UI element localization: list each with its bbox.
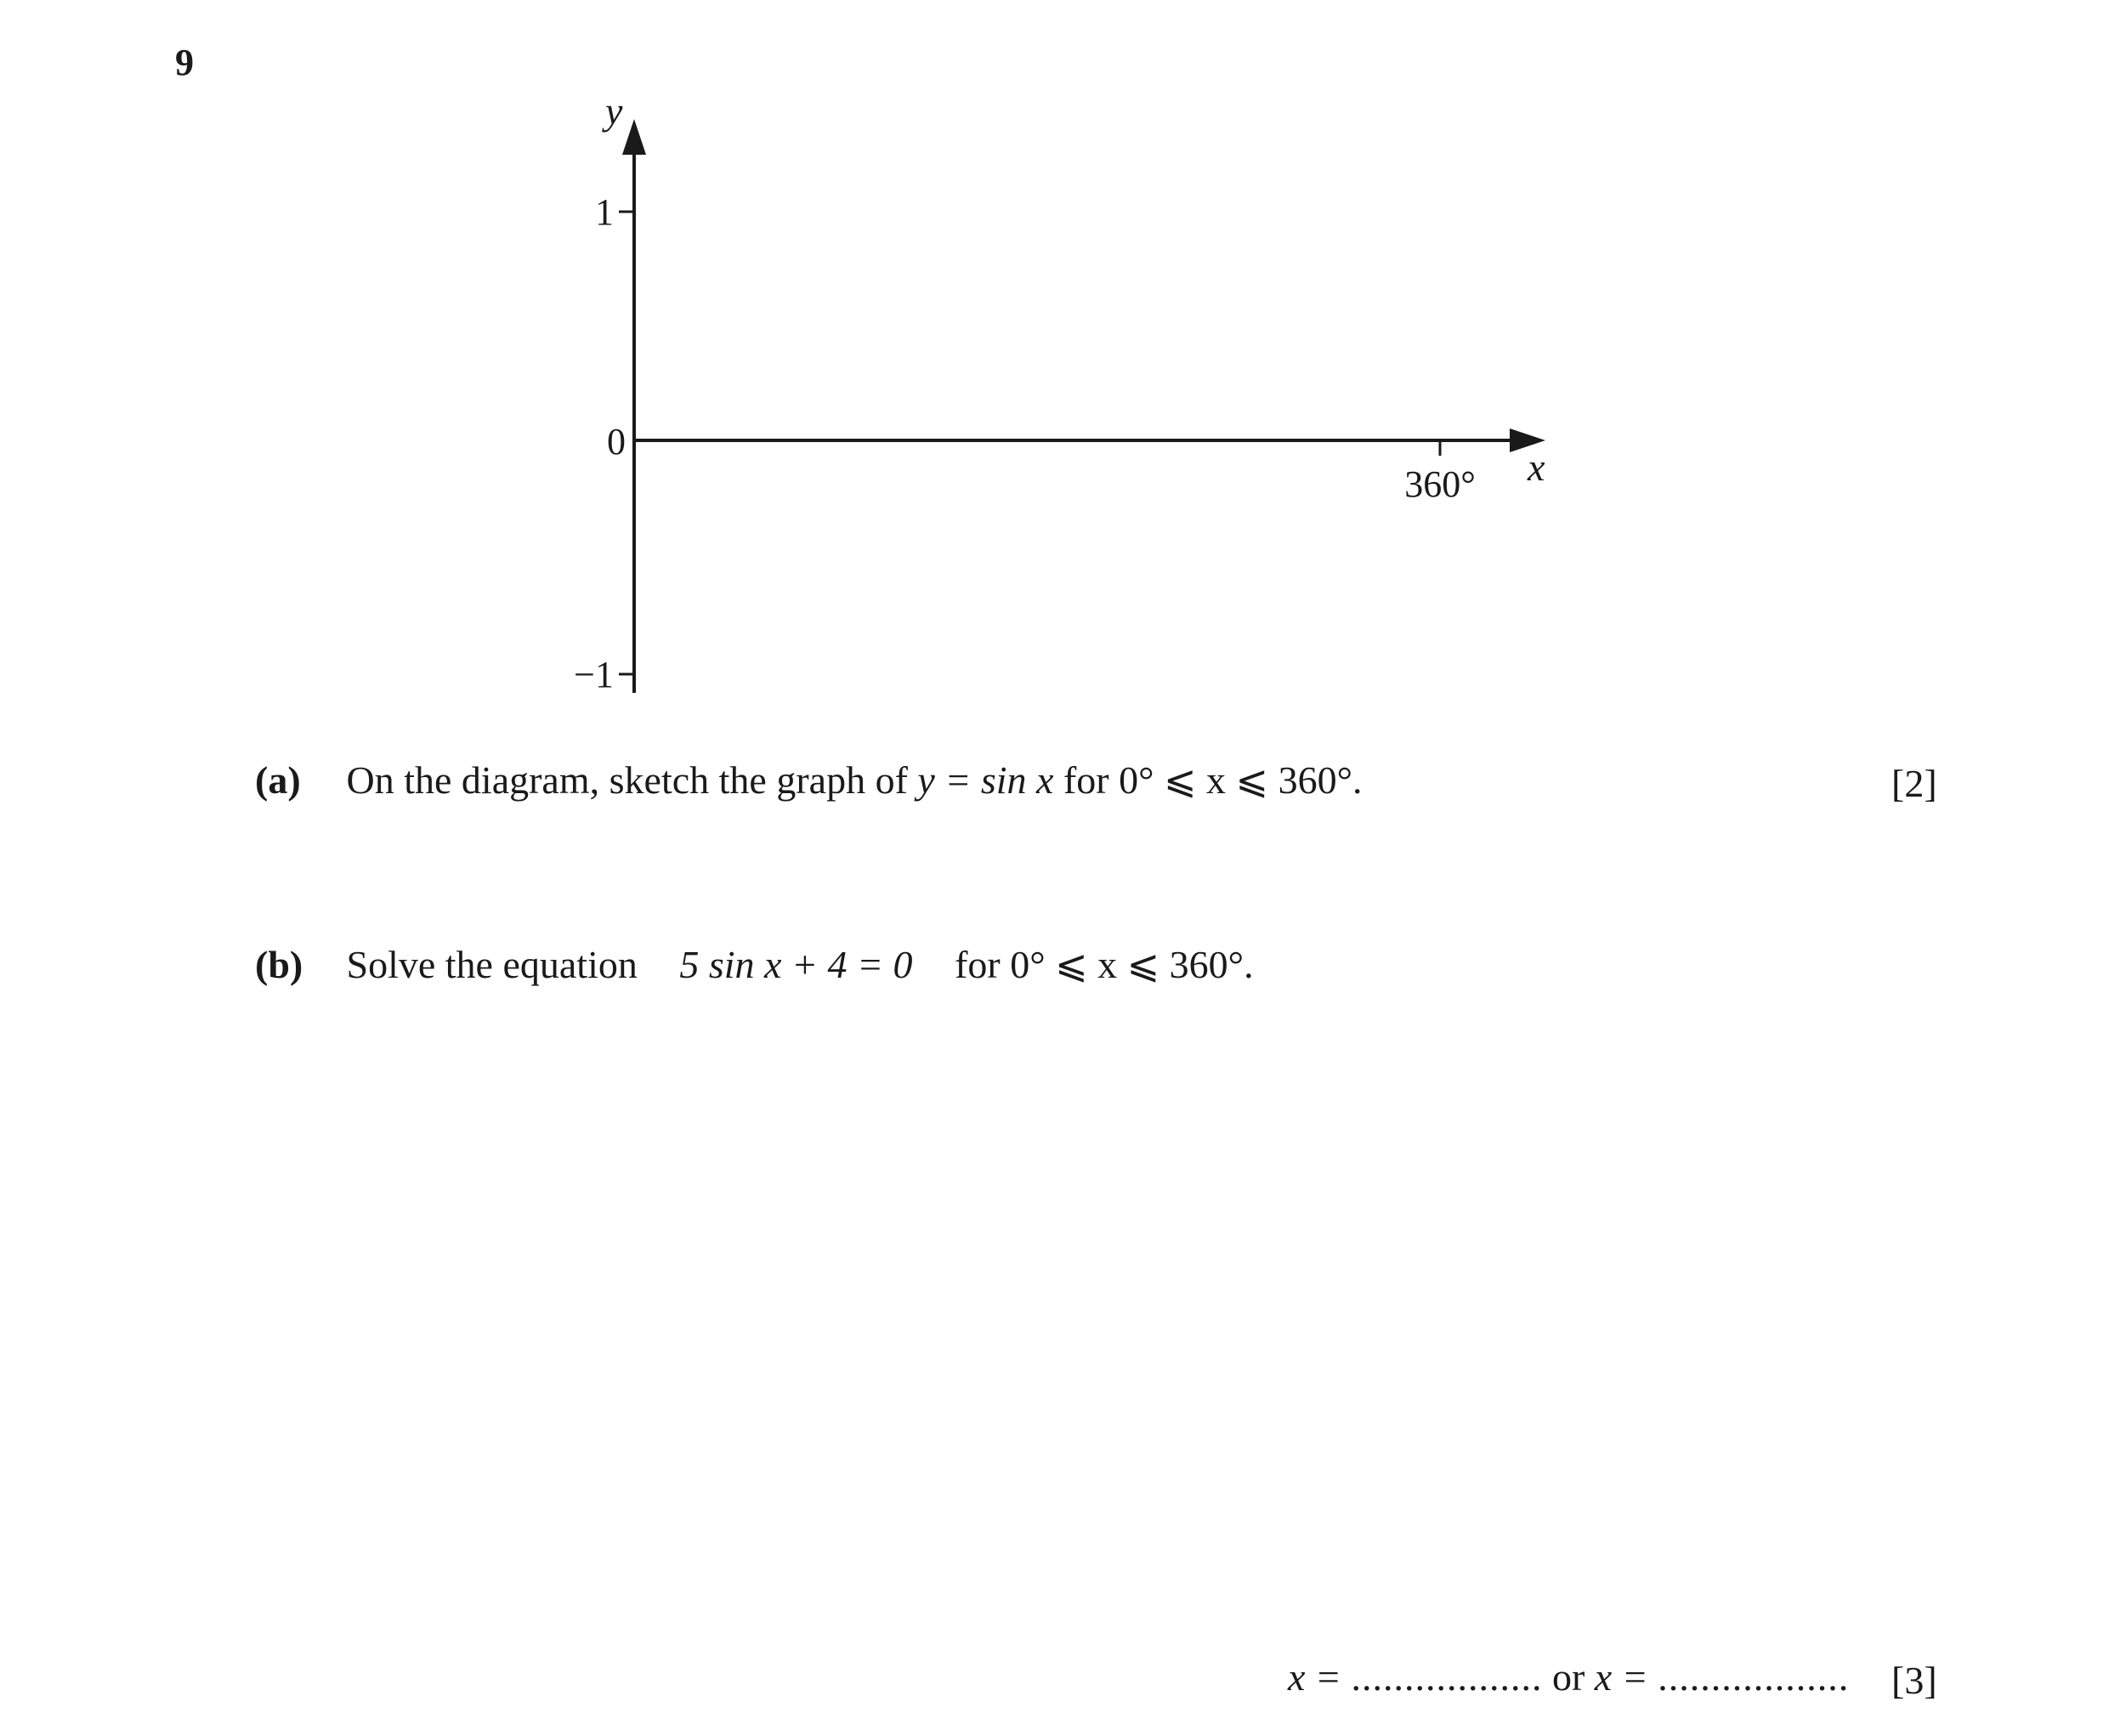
part-a-equation: y = sin x (917, 758, 1054, 802)
part-b (255, 945, 1254, 984)
answer-prefix-2: x = (1594, 1655, 1648, 1699)
y-axis-arrowhead (622, 119, 646, 155)
y-tick-label-0: 0 (607, 421, 626, 462)
part-b-marks: [3] (1891, 1659, 1937, 1702)
part-a-label: (a) (255, 758, 301, 802)
part-a (255, 758, 1363, 802)
part-b-text: Solve the equation (346, 943, 638, 986)
answer-blank-2[interactable]: .................. (1658, 1655, 1850, 1699)
answer-blank-1[interactable]: .................. (1351, 1655, 1543, 1699)
answer-joiner: or (1551, 1655, 1585, 1699)
part-a-range: for 0° ⩽ x ⩽ 360°. (1063, 758, 1363, 802)
x-axis-label: x (1528, 445, 1545, 489)
part-b-range: for 0° ⩽ x ⩽ 360°. (955, 943, 1254, 986)
question-number: 9 (175, 42, 194, 83)
answer-prefix-1: x = (1288, 1655, 1341, 1699)
y-tick-label-1: 1 (595, 191, 614, 233)
part-b-label: (b) (255, 943, 303, 986)
part-a-text: On the diagram, sketch the graph of (346, 758, 908, 802)
part-a-marks: [2] (1891, 762, 1937, 805)
axes-diagram (0, 0, 2109, 765)
x-tick-label-360: 360° (1404, 463, 1476, 505)
part-b-equation: 5 sin x + 4 = 0 (679, 943, 913, 986)
answer-line (1288, 1655, 1850, 1699)
y-tick-label-minus-1: −1 (574, 654, 614, 695)
y-axis-label: y (605, 89, 623, 133)
